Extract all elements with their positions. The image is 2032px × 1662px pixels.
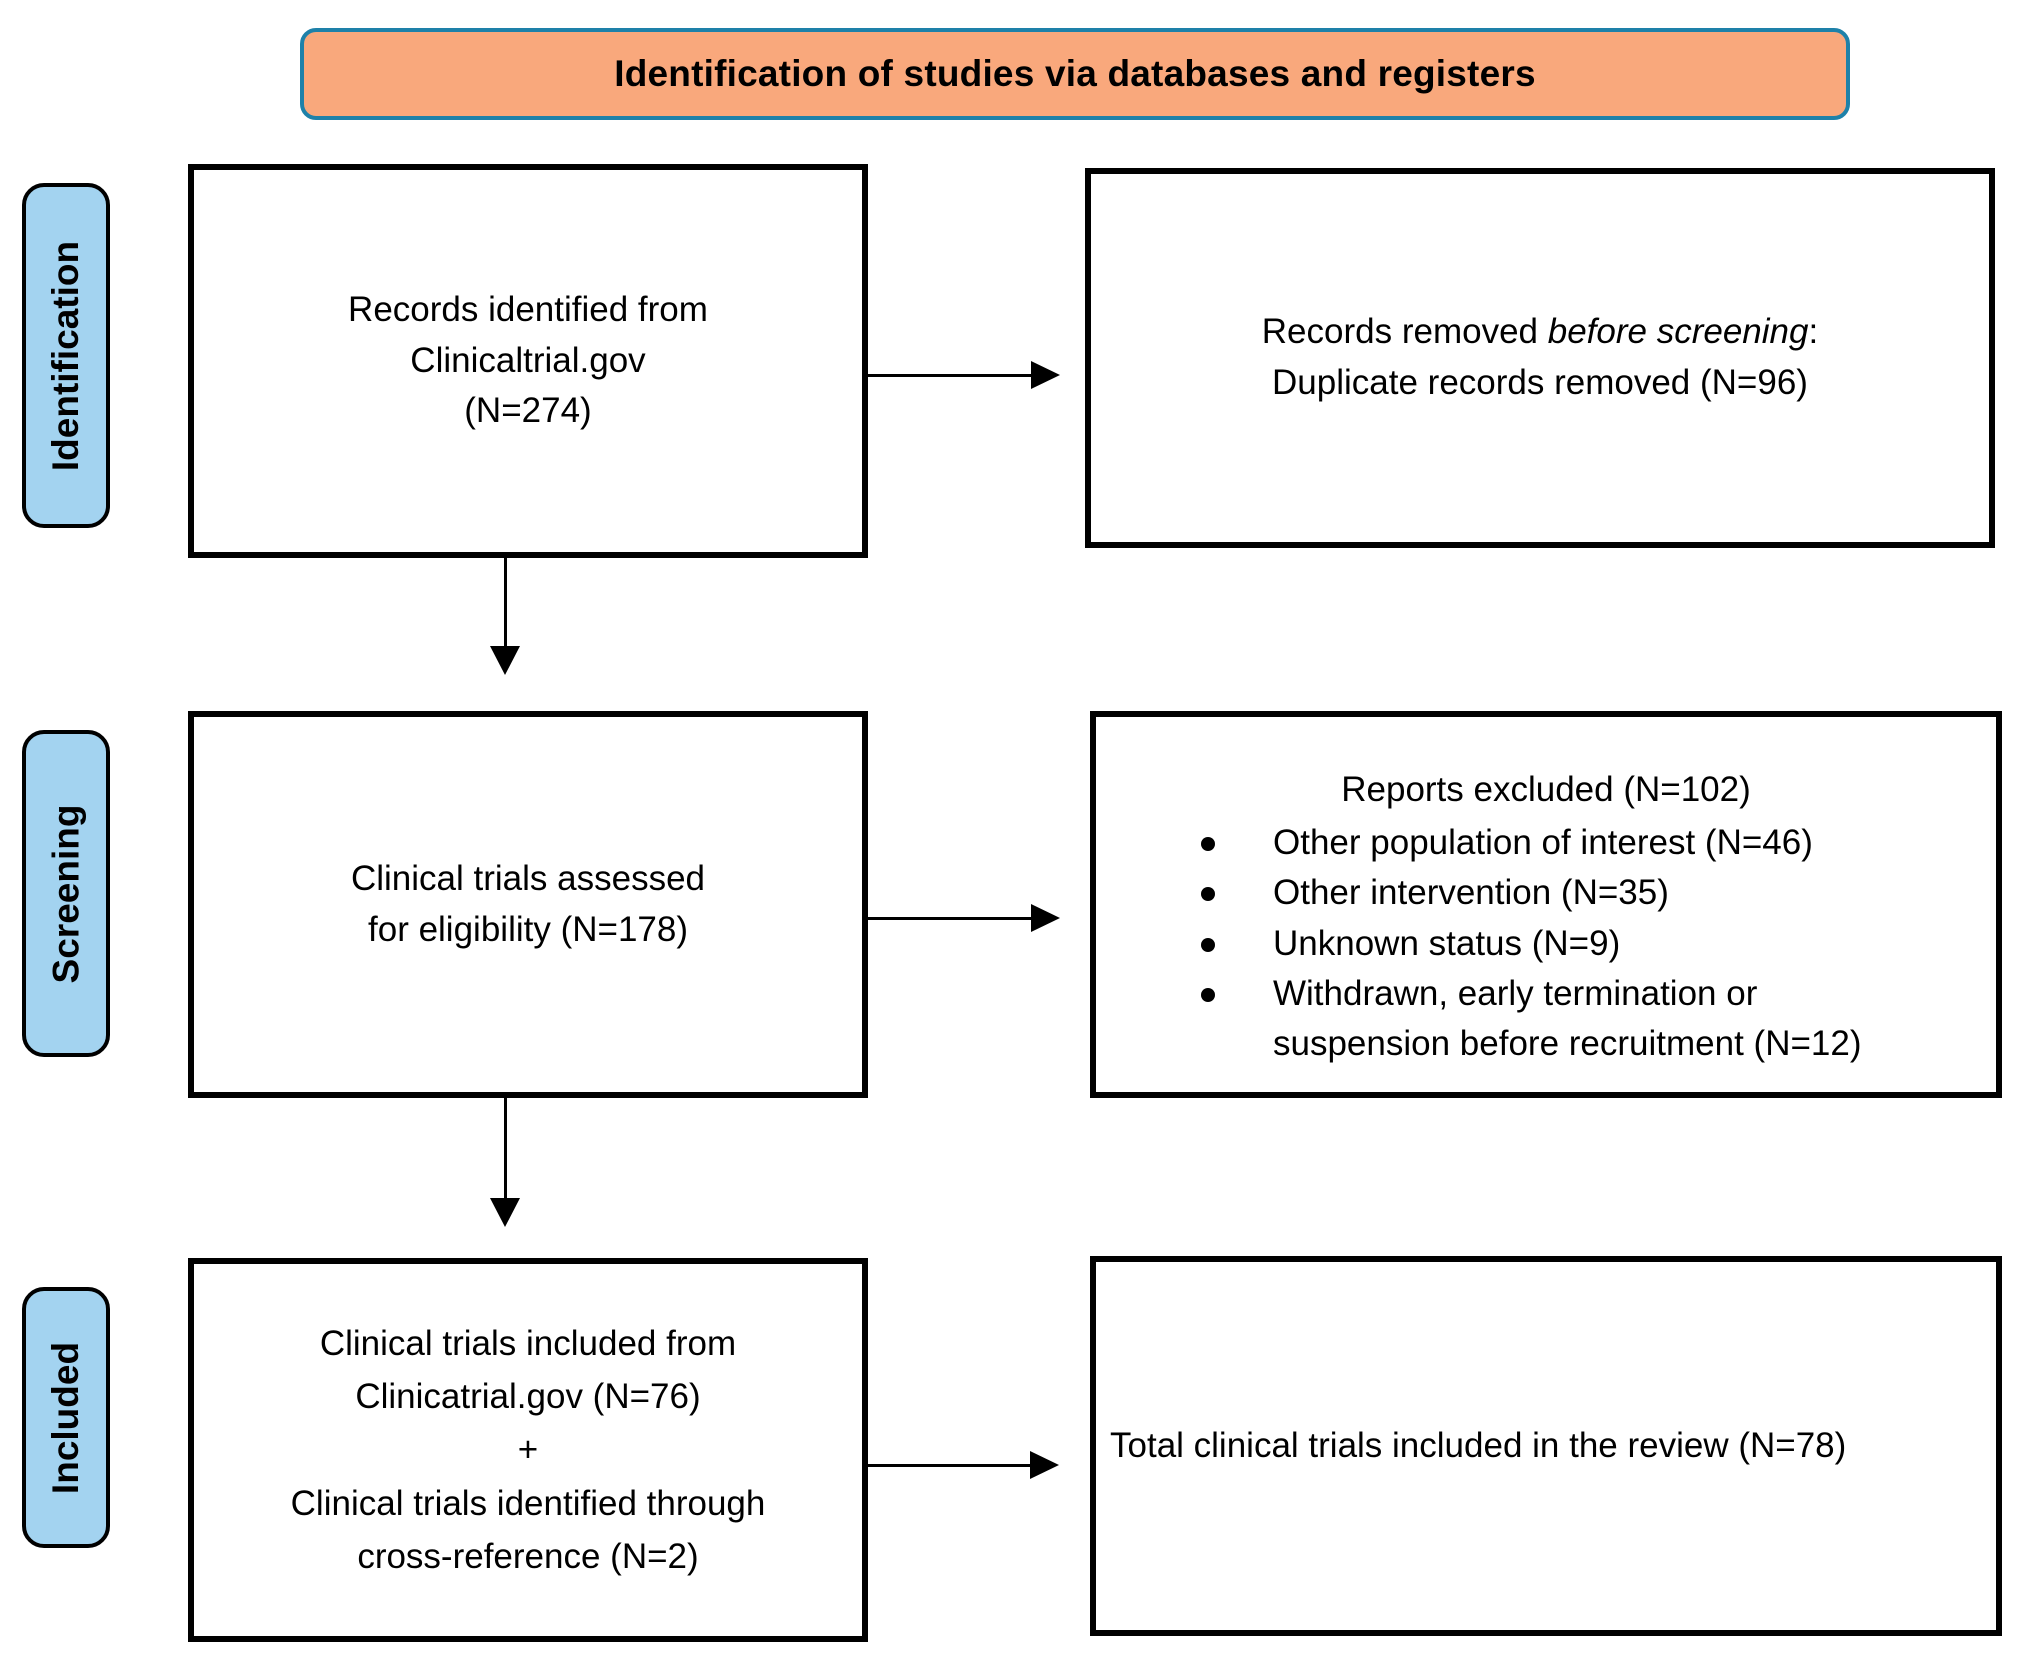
- text-line: Records identified from: [348, 289, 708, 329]
- box-total-included-text: Total clinical trials included in the review (N=78): [1110, 1425, 1847, 1465]
- box-records-removed-text: [1262, 307, 1818, 409]
- text-line: (N=274): [464, 391, 592, 431]
- box-records-identified-text: [348, 285, 708, 437]
- reports-excluded-list: [1096, 818, 1996, 1070]
- text-line: +: [517, 1430, 539, 1470]
- box-trials-assessed-text: [351, 854, 705, 956]
- stage-label-included-text: Included: [45, 1341, 86, 1494]
- text-line: Withdrawn, early termination or: [1273, 973, 1758, 1013]
- text-segment: Records removed: [1261, 312, 1548, 352]
- header-title: Identification of studies via databases and registers: [614, 53, 1536, 94]
- box-reports-excluded: [1090, 711, 2002, 1098]
- box-trials-included-text: [291, 1317, 766, 1583]
- arrowhead-right-icon: [1031, 904, 1060, 932]
- text-line: suspension before recruitment (N=12): [1273, 1024, 1862, 1064]
- arrow-line: [866, 917, 1031, 920]
- text-line: for eligibility (N=178): [368, 909, 688, 949]
- list-item: [1096, 818, 1996, 868]
- stage-label-screening-text: Screening: [45, 804, 86, 983]
- arrow-records-to-removed: [866, 361, 1060, 389]
- bullet-icon: [1201, 837, 1215, 851]
- text-line: Clinicatrial.gov (N=76): [355, 1377, 701, 1417]
- list-item-text: Other intervention (N=35): [1273, 873, 1669, 913]
- box-total-included: [1090, 1256, 2002, 1636]
- arrow-included-to-total: [862, 1451, 1059, 1479]
- text-line: cross-reference (N=2): [357, 1536, 699, 1576]
- bullet-icon: [1201, 887, 1215, 901]
- arrow-assessed-to-excluded: [866, 904, 1060, 932]
- reports-excluded-heading: Reports excluded (N=102): [1341, 770, 1751, 809]
- box-records-identified: [188, 164, 868, 558]
- stage-label-included: [22, 1287, 110, 1548]
- text-line: Clinical trials included from: [319, 1324, 737, 1364]
- text-line: Duplicate records removed (N=96): [1272, 363, 1808, 402]
- arrowhead-right-icon: [1031, 361, 1060, 389]
- arrow-line: [504, 557, 507, 646]
- list-item: [1096, 868, 1996, 918]
- arrow-records-to-assessed: [490, 557, 520, 675]
- bullet-icon: [1201, 938, 1215, 952]
- list-item: [1096, 969, 1996, 1070]
- text-segment: :: [1808, 312, 1819, 352]
- arrow-line: [866, 374, 1031, 377]
- list-item-text: Unknown status (N=9): [1273, 923, 1621, 963]
- text-line: Clinicaltrial.gov: [410, 340, 646, 380]
- text-segment-italic: before screening: [1547, 312, 1809, 352]
- box-trials-assessed: [188, 711, 868, 1098]
- stage-label-identification: [22, 183, 110, 528]
- text-line: Clinical trials identified through: [290, 1483, 766, 1523]
- box-records-removed: [1085, 168, 1995, 548]
- list-item: [1096, 919, 1996, 969]
- text-line: [1262, 307, 1818, 358]
- bullet-icon: [1201, 988, 1215, 1002]
- stage-label-screening: [22, 730, 110, 1057]
- list-item-text: Other population of interest (N=46): [1273, 822, 1813, 862]
- stage-label-identification-text: Identification: [45, 240, 87, 471]
- header-banner: [300, 28, 1850, 120]
- arrow-line: [862, 1464, 1030, 1467]
- arrow-assessed-to-included: [490, 1095, 520, 1227]
- arrowhead-down-icon: [490, 1198, 520, 1227]
- list-item-text: [1273, 969, 1862, 1070]
- arrowhead-down-icon: [490, 646, 520, 675]
- text-line: Clinical trials assessed: [350, 858, 706, 898]
- box-trials-included: [188, 1258, 868, 1642]
- arrowhead-right-icon: [1030, 1451, 1059, 1479]
- arrow-line: [504, 1095, 507, 1198]
